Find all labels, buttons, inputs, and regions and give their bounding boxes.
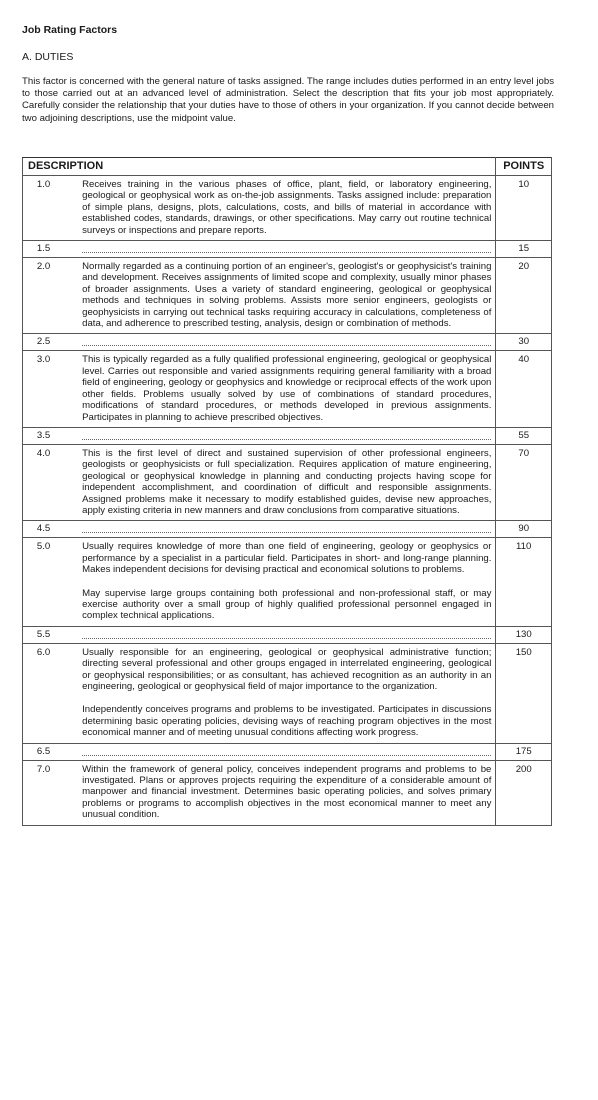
midpoint-number: 3.5 [23,427,65,444]
level-description [64,538,496,626]
level-number: 4.0 [23,444,65,520]
table-row [23,176,552,241]
level-number: 2.0 [23,258,65,334]
table-header-row [23,158,552,176]
level-description [64,258,496,334]
midpoint-number: 2.5 [23,334,65,351]
midpoint-leader [64,521,496,538]
level-description [64,351,496,427]
table-row [23,444,552,520]
midpoint-row [23,241,552,258]
midpoint-number: 5.5 [23,626,65,643]
description-paragraph: Usually requires knowledge of more than one field of engineering, geology or geophysics or performance by a specialist in a particular field. Participates in short- and long-range planning. Makes independent decisions for devising practical and economical solutions to problems. [82,541,492,576]
level-number: 7.0 [23,760,65,825]
description-paragraph: Usually responsible for an engineering, geological or geophysical administrative function; directing several professional and other groups engaged in interrelated engineering, geological or geophysical responsibilities; or as consultant, has achieved recognition as an authority in an engineering, geological or geophysical field of major importance to the organization. [82,646,492,692]
midpoint-row [23,626,552,643]
dotted-leader-line [82,744,491,756]
table-row [23,538,552,626]
description-paragraph: This is the first level of direct and sustained supervision of other professional engineers, geologists or geophysicists or full specialization. Requires application of mature engineering, geological or geophysical knowledge in planning and conducting projects having scope for independent accomplishment, and coordination of difficult and responsible assignments. Assigned problems make it necessary to modify established guides, devise new approaches, apply existing criteria in new manners and draw conclusions from comparative situations. [82,447,492,516]
dotted-leader-line [82,334,491,346]
level-points: 200 [496,760,552,825]
level-points: 110 [496,538,552,626]
midpoint-points: 15 [496,241,552,258]
dotted-leader-line [82,521,491,533]
page-title: Job Rating Factors [22,24,118,36]
midpoint-leader [64,334,496,351]
midpoint-number: 4.5 [23,521,65,538]
level-number: 1.0 [23,176,65,241]
table-body [23,176,552,826]
section-heading: A. DUTIES [22,51,74,63]
dotted-leader-line [82,428,491,440]
midpoint-points: 55 [496,427,552,444]
midpoint-points: 175 [496,743,552,760]
midpoint-row [23,743,552,760]
level-description [64,760,496,825]
level-number: 3.0 [23,351,65,427]
midpoint-points: 90 [496,521,552,538]
description-paragraph: Within the framework of general policy, conceives independent programs and problems to be investigated. Plans or approves projects requiring the expenditure of a considerable amount of manpower and financial investment. Determines basic operating policies, and solves primary problems or programs to accomplish objectives in the most economical manner to meet any unusual condition. [82,763,492,821]
level-points: 150 [496,643,552,743]
level-points: 10 [496,176,552,241]
midpoint-row [23,521,552,538]
level-points: 20 [496,258,552,334]
intro-paragraph: This factor is concerned with the general nature of tasks assigned. The range includes duties performed in an entry level jobs to those carried out at an advanced level of administration. Select the description that fits your job most appropriately. Carefully consider the relationship that your duties have to those of others in your organization. If you cannot decide between two adjoining descriptions, use the midpoint value. [22,76,554,124]
table-row [23,643,552,743]
midpoint-number: 1.5 [23,241,65,258]
table-row [23,351,552,427]
description-paragraph: Receives training in the various phases of office, plant, field, or laboratory engineering, geological or geophysical work as on-the-job assignments. Tasks assigned include: preparation of simple plans, designs, plots, calculations, costs, and bills of material in accordance with established codes, standards, drawings, or other specifications. May carry out routine technical surveys or inspections and prepare reports. [82,179,492,236]
table-row [23,760,552,825]
description-header: DESCRIPTION [23,158,496,176]
midpoint-points: 130 [496,626,552,643]
midpoint-leader [64,241,496,258]
midpoint-leader [64,743,496,760]
description-paragraph: Independently conceives programs and problems to be investigated. Participates in discussions determining basic operating policies, devising ways of reaching program objectives in the most economical manner and of meeting unusual conditions affecting work progress. [82,704,492,739]
points-header: POINTS [496,158,552,176]
duties-rating-table [22,157,552,826]
description-paragraph: Normally regarded as a continuing portion of an engineer's, geologist's or geophysicist's training and development. Receives assignments of limited scope and complexity, usually minor phases of broader assignments. Uses a variety of standard engineering, geological or geophysical methods and techniques in solving problems. Assists more senior engineers, geologists or geophysicists in carrying out technical tasks requiring accuracy in calculations, completeness of data, and adherence to prescribed testing, analysis, design or combination of methods. [82,261,492,330]
level-number: 6.0 [23,643,65,743]
midpoint-leader [64,626,496,643]
level-description [64,643,496,743]
level-number: 5.0 [23,538,65,626]
midpoint-row [23,334,552,351]
midpoint-points: 30 [496,334,552,351]
midpoint-row [23,427,552,444]
dotted-leader-line [82,627,491,639]
level-points: 70 [496,444,552,520]
table-row [23,258,552,334]
dotted-leader-line [82,241,491,253]
description-paragraph: This is typically regarded as a fully qualified professional engineering, geological or geophysical level. Carries out responsible and varied assignments requiring general familiarity with a broad field of engineering, geology or geophysics and knowledge or reciprocal effects of the work upon other fields. Problems usually solved by use of combinations of standard procedures, modifications of standard procedures, or methods developed in previous assignments. Participates in planning to achieve prescribed objectives. [82,354,492,423]
level-description [64,444,496,520]
midpoint-number: 6.5 [23,743,65,760]
description-paragraph: May supervise large groups containing both professional and non-professional staff, or may exercise authority over a small group of highly qualified professional personnel engaged in complex technical applications. [82,587,492,622]
level-description [64,176,496,241]
level-points: 40 [496,351,552,427]
midpoint-leader [64,427,496,444]
